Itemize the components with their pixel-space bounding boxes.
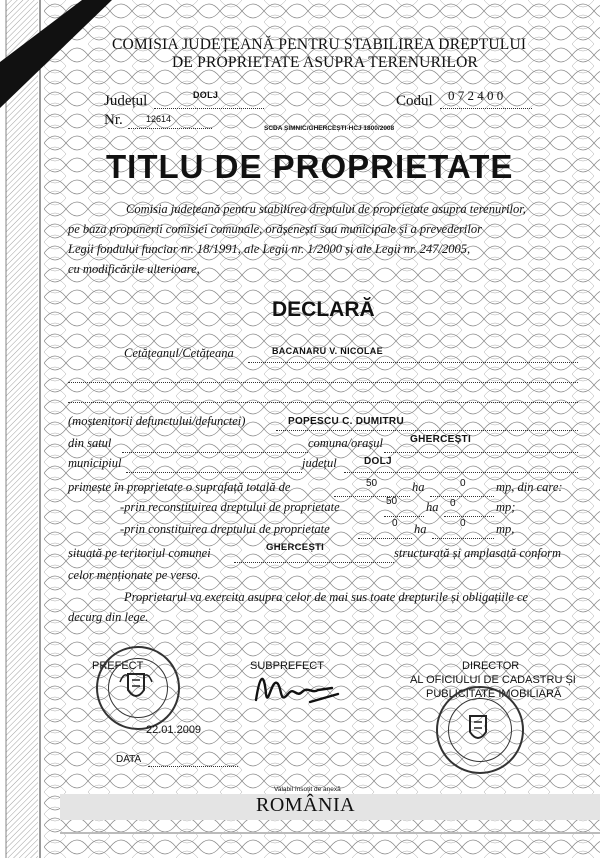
verso-label: celor menționate pe verso. [68,568,201,582]
footer-rule [60,832,600,834]
municipality-dots [126,472,302,473]
const-mp-label: mp, [496,522,515,536]
blank-line-1 [68,382,578,383]
const-mp-dots [432,538,494,539]
preamble-line-4: cu modificările ulterioare, [68,262,200,276]
commune-dots [384,452,578,453]
territory-value: GHERCEȘTI [266,542,325,553]
heirs-dots [276,430,578,431]
data-label: DATA [116,754,142,765]
commune-value: GHERCEȘTI [410,434,472,445]
citizen-dots [248,362,578,363]
director-line-3: PUBLICITATE IMOBILIARĂ [426,688,562,700]
data-dots [148,766,238,767]
rights-line-2: decurg din lege. [68,610,149,624]
coat-of-arms-icon [96,646,176,726]
preamble-line-2: pe baza propunerii comisiei comunale, orășenești sau municipale și a prevederilor [68,222,482,236]
receives-label: primește în proprietate o suprafață totală de [68,480,291,494]
document-title: TITLU DE PROPRIETATE [106,148,514,185]
left-border-strip [0,0,44,858]
county-dots [344,472,578,473]
commune-label: comuna/orașul [308,436,383,450]
declara-heading: DECLARĂ [272,298,375,321]
total-ha-label: ha [412,480,425,494]
nr-dots [128,128,212,129]
country-name: ROMÂNIA [256,794,356,816]
director-line-2: AL OFICIULUI DE CADASTRU ȘI [410,674,576,686]
village-label: din satul [68,436,112,450]
total-mp-value: 0 [460,478,466,489]
subprefect-label: SUBPREFECT [250,660,324,672]
reconst-label: -prin reconstituirea dreptului de proprietate [120,500,340,514]
const-ha-value: 0 [392,518,398,529]
judet-dots [154,108,264,109]
nr-value: 12614 [146,114,172,124]
const-ha-label: ha [414,522,427,536]
rights-line-1: Proprietarul va exercita asupra celor de mai sus toate drepturile și obligațiile ce [124,590,529,604]
county-value: DOLJ [364,456,392,467]
judet-value: DOLJ [193,90,219,100]
reconst-mp-label: mp; [496,500,516,514]
reference-code: SCDA ȘIMNIC/GHERCEȘTI-HCJ 1800/2008 [264,125,395,132]
director-stamp [436,686,524,774]
total-mp-dots [430,496,494,497]
codul-dots [440,108,532,109]
heirs-label: (moștenitorii defunctului/defunctei) [68,414,246,428]
codul-value: 0 7 2 4 0 0 [448,88,504,103]
institution-line-1: COMISIA JUDEȚEANĂ PENTRU STABILIREA DREPTULUI [112,36,527,53]
nr-label: Nr. [104,112,123,128]
reconst-ha-value: 50 [386,496,398,507]
subprefect-signature [246,664,346,710]
village-dots [122,452,308,453]
total-mp-label: mp, din care: [496,480,563,494]
prefect-label: PREFECT [92,660,144,672]
reconst-mp-dots [444,516,494,517]
preamble-line-1: Comisia județeană pentru stabilirea dreptului de proprietate asupra terenurilor, [126,202,526,216]
territory-dots [234,562,394,563]
citizen-value: BACANARU V. NICOLAE [272,346,383,356]
total-ha-value: 50 [366,478,378,489]
valid-note: Valabil însoțit de anexă [274,786,341,793]
date-value: 22.01.2009 [146,724,202,736]
reconst-mp-value: 0 [450,498,456,509]
citizen-label: Cetățeanul/Cetățeana [124,346,234,360]
prefect-stamp [96,646,180,730]
corner-ribbon [0,0,115,110]
const-ha-dots [358,538,412,539]
reconst-ha-label: ha [426,500,439,514]
territory-label: situată pe teritoriul comunei [68,546,211,560]
institution-line-2: DE PROPRIETATE ASUPRA TERENURILOR [172,54,479,71]
reconst-ha-dots [384,516,424,517]
heirs-value: POPESCU C. DUMITRU [288,416,404,427]
codul-label: Codul [396,93,433,109]
municipality-label: municipiul [68,456,122,470]
director-line-1: DIRECTOR [462,660,520,672]
preamble-line-3: Legii fondului funciar nr. 18/1991, ale Legii nr. 1/2000 și ale Legii nr. 247/2005, [68,242,471,256]
const-mp-value: 0 [460,518,466,529]
blank-line-2 [68,402,578,403]
const-label: -prin constituirea dreptului de proprietate [120,522,330,536]
structured-label: structurată și amplasată conform [394,546,562,560]
judet-label: Județul [104,93,148,109]
total-ha-dots [334,496,410,497]
coat-of-arms-icon-2 [436,686,520,770]
county-label: județul [302,456,337,470]
